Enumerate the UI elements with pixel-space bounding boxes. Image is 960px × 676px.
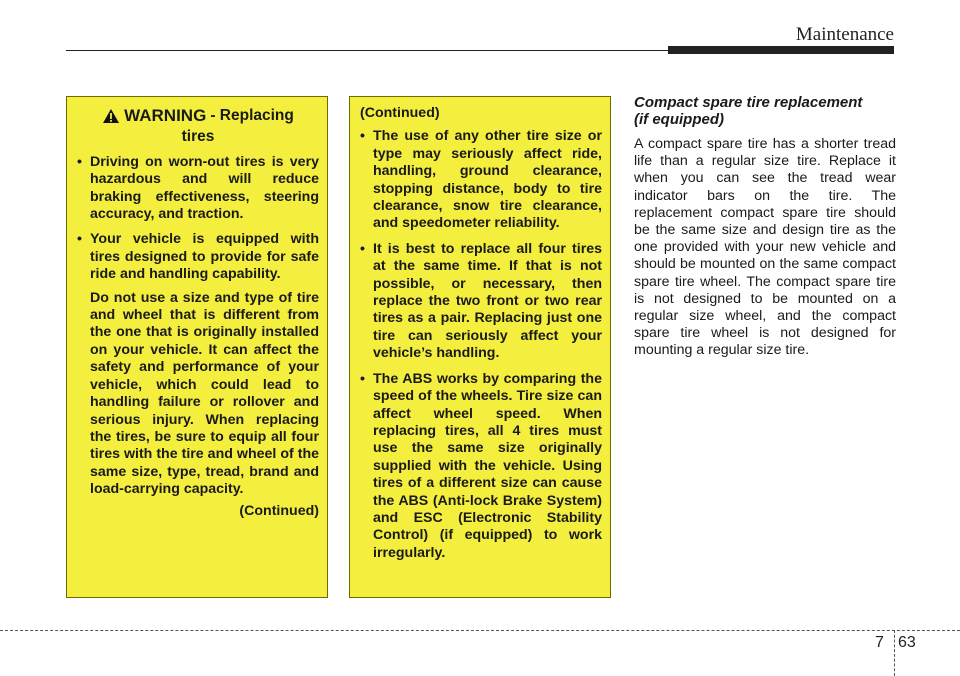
continued-label: (Continued) — [360, 105, 440, 121]
warning-continued-box — [349, 96, 611, 598]
warning-title-line1: - Replacing — [210, 107, 294, 124]
warning-bullet: • Driving on worn-out tires is very hazardous and will reduce braking effectiveness, steering accuracy, and traction. — [77, 154, 319, 224]
chapter-number: 7 — [875, 634, 884, 651]
page-number: 63 — [898, 634, 916, 651]
continued-bullet: • The ABS works by comparing the speed of the wheels. Tire size can affect wheel speed. When replacing tires, all 4 tires must use the same size originally supplied with the vehicle. Using tires of a different size can cause the ABS (Anti-lock Brake System) and ESC (Electronic Stability Control) (if equipped) to work irregularly. — [360, 371, 602, 562]
warning-paragraph: Do not use a size and type of tire and wheel that is different from the one that is originally installed on your vehicle. It can affect the safety and performance of your vehicle, which could lead to handling failure or rollover and serious injury. When replacing the tires, be sure to equip all four tires with the tire and wheel of the same size, type, tread, brand and load-carrying capacity. — [90, 289, 319, 498]
compact-spare-section — [634, 94, 896, 360]
header-rule — [66, 50, 668, 51]
warning-box — [66, 96, 328, 598]
warning-word: WARNING — [124, 106, 207, 125]
footer-page-separator — [894, 630, 895, 676]
section-title — [634, 94, 896, 128]
continued-bullet: • It is best to replace all four tires at the same time. If that is not possible, or necessary, then replace the two front or two rear tires as a pair. Replacing just one tire can seriously affect your vehicle’s handling. — [360, 241, 602, 363]
continued-label: (Continued) — [239, 502, 319, 519]
warning-title-line2: tires — [181, 128, 215, 146]
continued-bullets — [360, 128, 602, 562]
warning-triangle-icon — [102, 108, 120, 124]
header-bar — [668, 46, 894, 54]
footer-divider — [0, 630, 960, 631]
page-header-title: Maintenance — [795, 24, 894, 45]
section-body: A compact spare tire has a shorter tread life than a regular size tire. Replace it when you can see the tread wear indicator bars on the tire. The replacement compact spare tire should be the same size and design tire as the one provided with your new vehicle and should be mounted on the same compact spare tire wheel. The compact spare tire is not designed to be mounted on a regular size wheel, and the compact spare tire wheel is not designed for mounting a regular size tire. — [634, 136, 896, 359]
warning-bullet: • Your vehicle is equipped with tires designed to provide for safe ride and handling capability. — [77, 231, 319, 283]
warning-heading — [77, 107, 319, 146]
section-title-line1: Compact spare tire replacement — [634, 94, 863, 111]
continued-bullet: • The use of any other tire size or type may seriously affect ride, handling, ground clearance, stopping distance, body to tire clearance, snow tire clearance, and speedometer reliability. — [360, 128, 602, 232]
warning-bullets — [77, 154, 319, 284]
section-title-line2: (if equipped) — [634, 111, 724, 128]
